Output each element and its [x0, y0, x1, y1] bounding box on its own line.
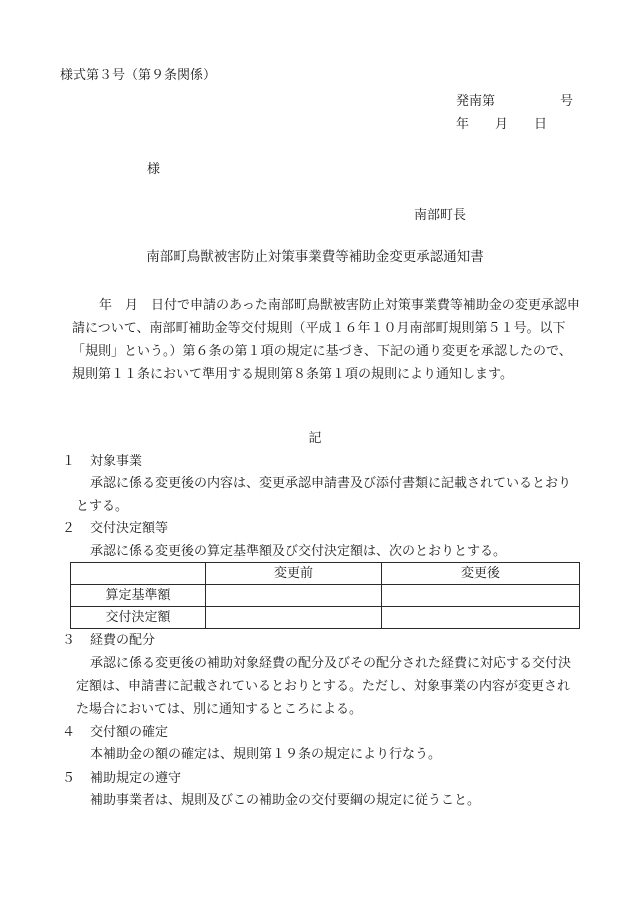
section-heading: 経費の配分 [90, 633, 156, 648]
ki-marker: 記 [308, 431, 322, 446]
document-number: 発南第 号 [456, 94, 574, 109]
table-cell [382, 607, 580, 629]
table-row-label: 算定基準額 [71, 585, 206, 607]
body-paragraph: 年 月 日付で申請のあった南部町鳥獣被害防止対策事業費等補助金の変更承認申請について、南部町補助金等交付規則（平成１６年１０月南部町規則第５１号。以下「規則」という。）第６条の第１項の規定に基づき、下記の通り変更を承認したので、規則第１１条において準用する規則第８条第１項の規則により通知します。 [72, 298, 580, 382]
section-number: ４ [62, 725, 76, 740]
section-number: ２ [62, 521, 76, 536]
table-row [71, 585, 580, 607]
section-heading: 交付額の確定 [90, 725, 169, 740]
table-cell [382, 585, 580, 607]
table-row-label: 交付決定額 [71, 607, 206, 629]
table-row [71, 607, 580, 629]
table-cell [206, 585, 382, 607]
amount-table [70, 562, 580, 629]
section-number: ３ [62, 633, 76, 648]
table-header-cell: 変更後 [382, 563, 580, 585]
document-date: 年 月 日 [456, 117, 548, 132]
section-body: 承認に係る変更後の補助対象経費の配分及びその配分された経費に対応する交付決定額は、申請書に記載されているとおりとする。ただし、対象事業の内容が変更された場合においては、別に通知するところによる。 [76, 656, 572, 717]
section-heading: 交付決定額等 [90, 521, 169, 536]
section-number: １ [62, 454, 76, 469]
addressee: 様 [147, 162, 161, 177]
table-cell [206, 607, 382, 629]
table-header-cell [71, 563, 206, 585]
section-body: 本補助金の額の確定は、規則第１９条の規定により行なう。 [90, 747, 442, 762]
section-body: 承認に係る変更後の内容は、変更承認申請書及び添付書類に記載されているとおりとする。 [76, 476, 572, 514]
section-number: ５ [62, 771, 76, 786]
form-number: 様式第３号（第９条関係） [60, 68, 217, 83]
section-heading: 対象事業 [90, 454, 143, 469]
section-body: 補助事業者は、規則及びこの補助金の交付要綱の規定に従うこと。 [90, 793, 481, 808]
section-body: 承認に係る変更後の算定基準額及び交付決定額は、次のとおりとする。 [90, 544, 507, 559]
document-title: 南部町鳥獣被害防止対策事業費等補助金変更承認通知書 [146, 249, 484, 265]
sender-name: 南部町長 [414, 208, 467, 223]
table-header-row [71, 563, 580, 585]
section-heading: 補助規定の遵守 [90, 771, 182, 786]
table-header-cell: 変更前 [206, 563, 382, 585]
